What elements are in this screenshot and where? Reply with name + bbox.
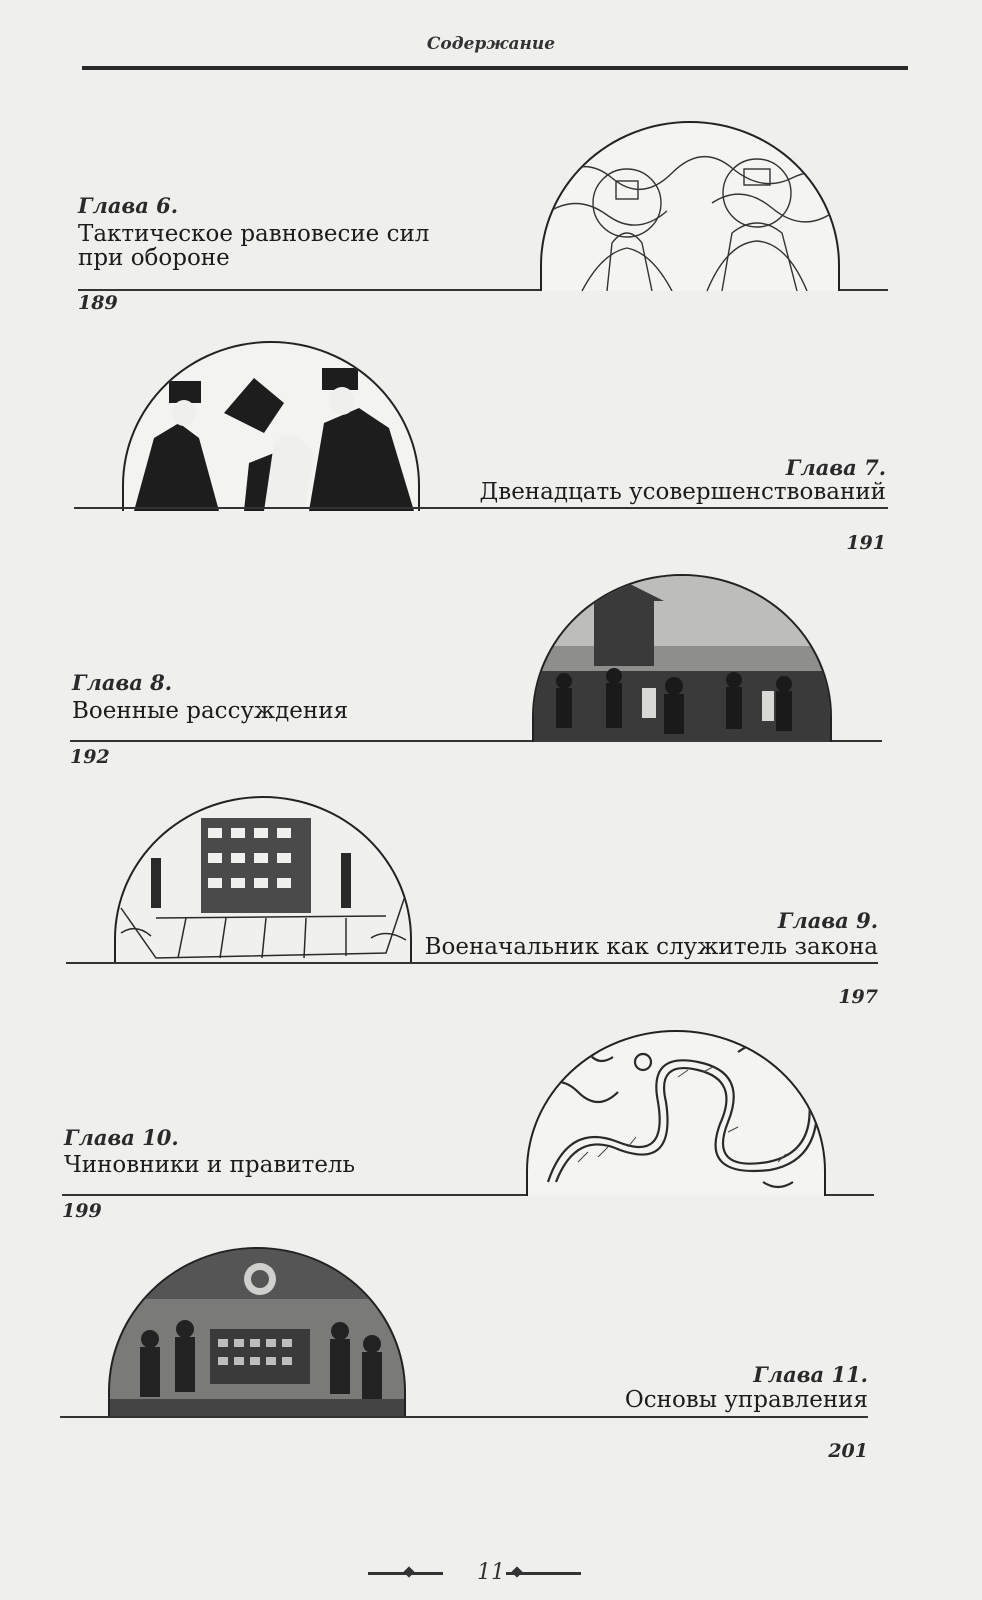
chapter-label: Глава 10. [64, 1125, 179, 1150]
header-rule [82, 66, 908, 70]
crowd-scene-illustration [532, 574, 832, 742]
page-number: 192 [70, 746, 110, 768]
chapter-label: Глава 9. [777, 908, 878, 933]
entry-rule [74, 507, 888, 509]
chapter-title-line: Двенадцать усовершенствований [479, 479, 886, 505]
page-number: 199 [62, 1200, 102, 1222]
chapter-label: Глава 11. [753, 1362, 868, 1387]
warship-illustration [114, 796, 412, 964]
entry-rule [60, 1416, 868, 1418]
page-number: 197 [838, 986, 878, 1008]
chapter-label: Глава 8. [72, 670, 173, 695]
chapter-title-line: Чиновники и правитель [64, 1152, 356, 1178]
running-head: Содержание [426, 34, 556, 54]
court-scene-illustration [108, 1247, 406, 1417]
officials-illustration [122, 341, 420, 511]
page-folio: 11 [477, 1560, 505, 1585]
page-number: 189 [78, 292, 118, 314]
chapter-title-line: Военные рассуждения [72, 698, 349, 724]
ornament-right [506, 1572, 581, 1575]
emperors-illustration [540, 121, 840, 291]
chapter-title-line: при обороне [78, 245, 230, 271]
page-number: 201 [828, 1440, 868, 1462]
chapter-label: Глава 7. [785, 455, 886, 480]
chapter-title-line: Основы управления [624, 1387, 868, 1413]
chapter-title-line: Военачальник как служитель закона [424, 934, 878, 960]
chapter-title-line: Тактическое равновесие сил [78, 221, 430, 247]
chapter-label: Глава 6. [78, 193, 179, 218]
page-number: 191 [846, 532, 886, 554]
dragon-illustration [526, 1030, 826, 1196]
entry-rule [66, 962, 878, 964]
page-footer [0, 1560, 982, 1590]
ornament-diamond-icon [403, 1566, 414, 1577]
